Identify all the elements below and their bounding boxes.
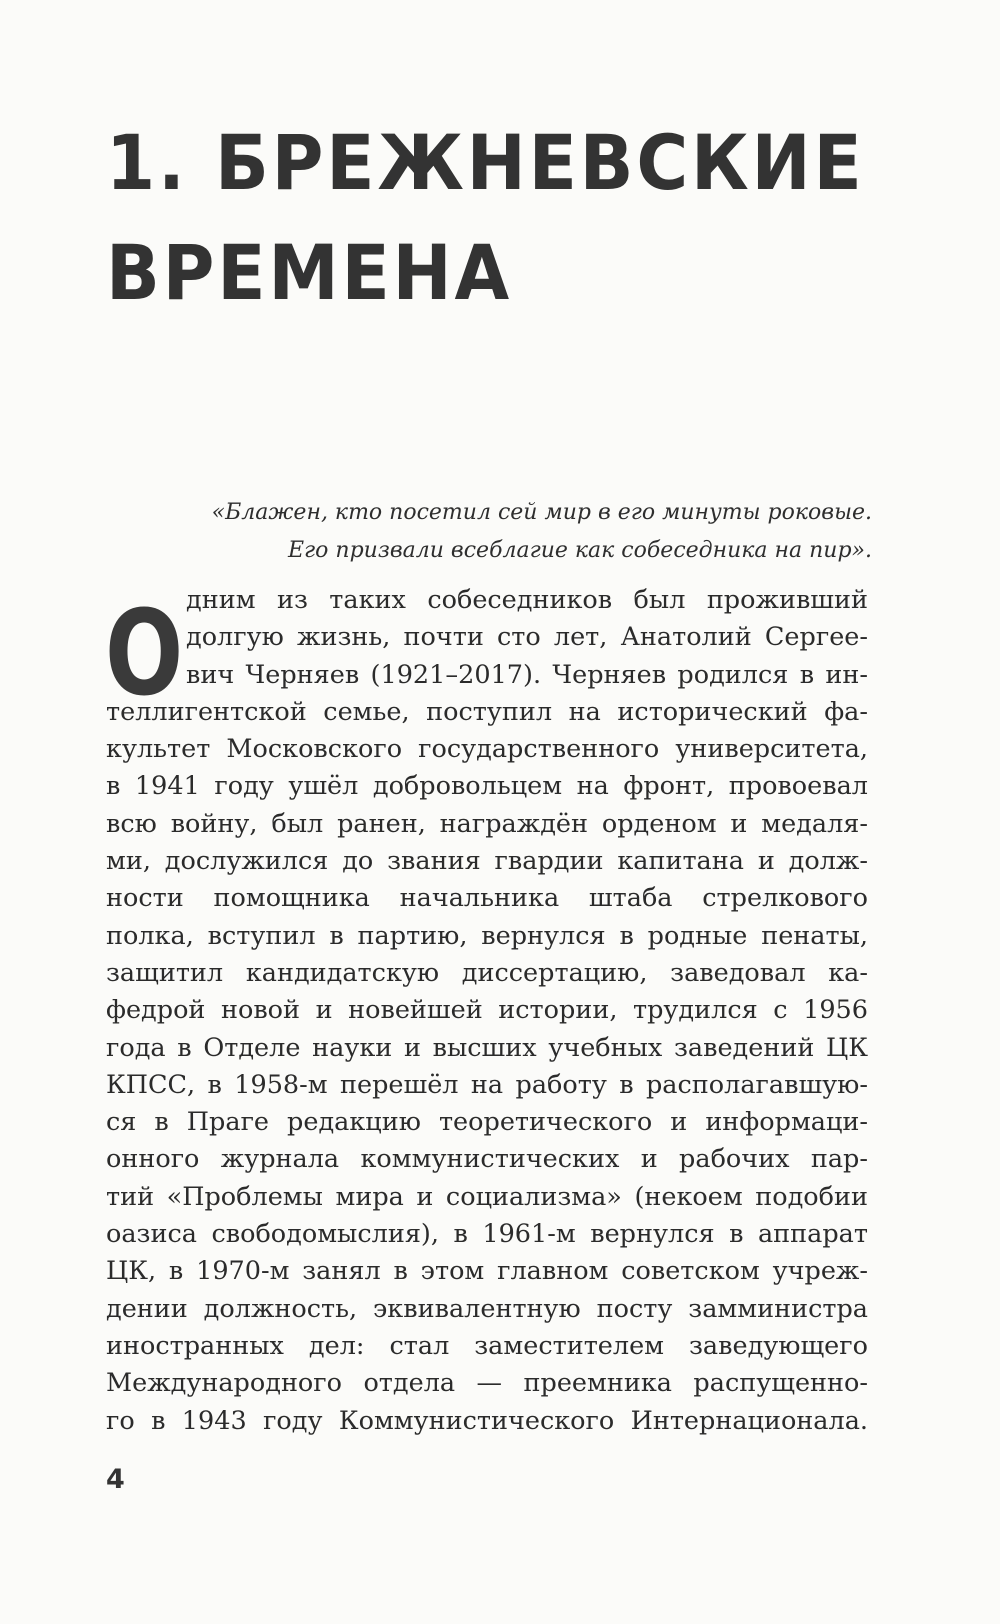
paragraph-line: культет Московского государственного университета, (106, 734, 868, 765)
paragraph-line: онного журнала коммунистических и рабочих пар- (106, 1144, 868, 1175)
paragraph-line: тий «Проблемы мира и социализма» (некоем подобии (106, 1181, 868, 1212)
paragraph-line: ности помощника начальника штаба стрелкового (106, 883, 868, 914)
epigraph (212, 494, 872, 570)
chapter-title-line: 1. БРЕЖНЕВСКИЕ (106, 118, 865, 207)
paragraph-line: дении должность, эквивалентную посту замминистра (106, 1293, 868, 1324)
paragraph-line: ми, дослужился до звания гвардии капитана и долж- (106, 846, 868, 877)
paragraph-line: ся в Праге редакцию теоретического и информаци- (106, 1107, 868, 1138)
paragraph-line: года в Отделе науки и высших учебных заведений ЦК (106, 1032, 868, 1063)
paragraph-line: КПСС, в 1958-м перешёл на работу в располагавшую- (106, 1069, 868, 1100)
paragraph-line: всю войну, был ранен, награждён орденом и медаля- (106, 808, 868, 839)
chapter-title-line: ВРЕМЕНА (106, 228, 512, 317)
body-paragraph (106, 582, 868, 1440)
paragraph-line: в 1941 году ушёл добровольцем на фронт, провоевал (106, 771, 868, 802)
paragraph-line: защитил кандидатскую диссертацию, заведовал ка- (106, 957, 868, 988)
page-number: 4 (106, 1464, 125, 1495)
drop-cap: О (105, 584, 184, 722)
epigraph-line: «Блажен, кто посетил сей мир в его минуты роковые. (211, 500, 872, 525)
epigraph-line: Его призвали всеблагие как собеседника на пир». (288, 538, 872, 563)
paragraph-line: оазиса свободомыслия), в 1961-м вернулся в аппарат (106, 1219, 868, 1250)
paragraph-line: вич Черняев (1921–2017). Черняев родился в ин- (186, 659, 868, 690)
paragraph-line: го в 1943 году Коммунистического Интернационала. (106, 1405, 868, 1436)
paragraph-line: теллигентской семье, поступил на исторический фа- (106, 696, 868, 727)
paragraph-line: ЦК, в 1970-м занял в этом главном советском учреж- (106, 1256, 868, 1287)
paragraph-line: Международного отдела — преемника распущенно- (106, 1368, 868, 1399)
paragraph-line: дним из таких собеседников был проживший (186, 585, 868, 615)
paragraph-line: федрой новой и новейшей истории, трудился с 1956 (106, 995, 868, 1026)
chapter-title (106, 108, 906, 328)
paragraph-line: иностранных дел: стал заместителем заведующего (106, 1330, 868, 1361)
paragraph-line: долгую жизнь, почти сто лет, Анатолий Сергее- (186, 622, 868, 653)
paragraph-line: полка, вступил в партию, вернулся в родные пенаты, (106, 920, 868, 951)
